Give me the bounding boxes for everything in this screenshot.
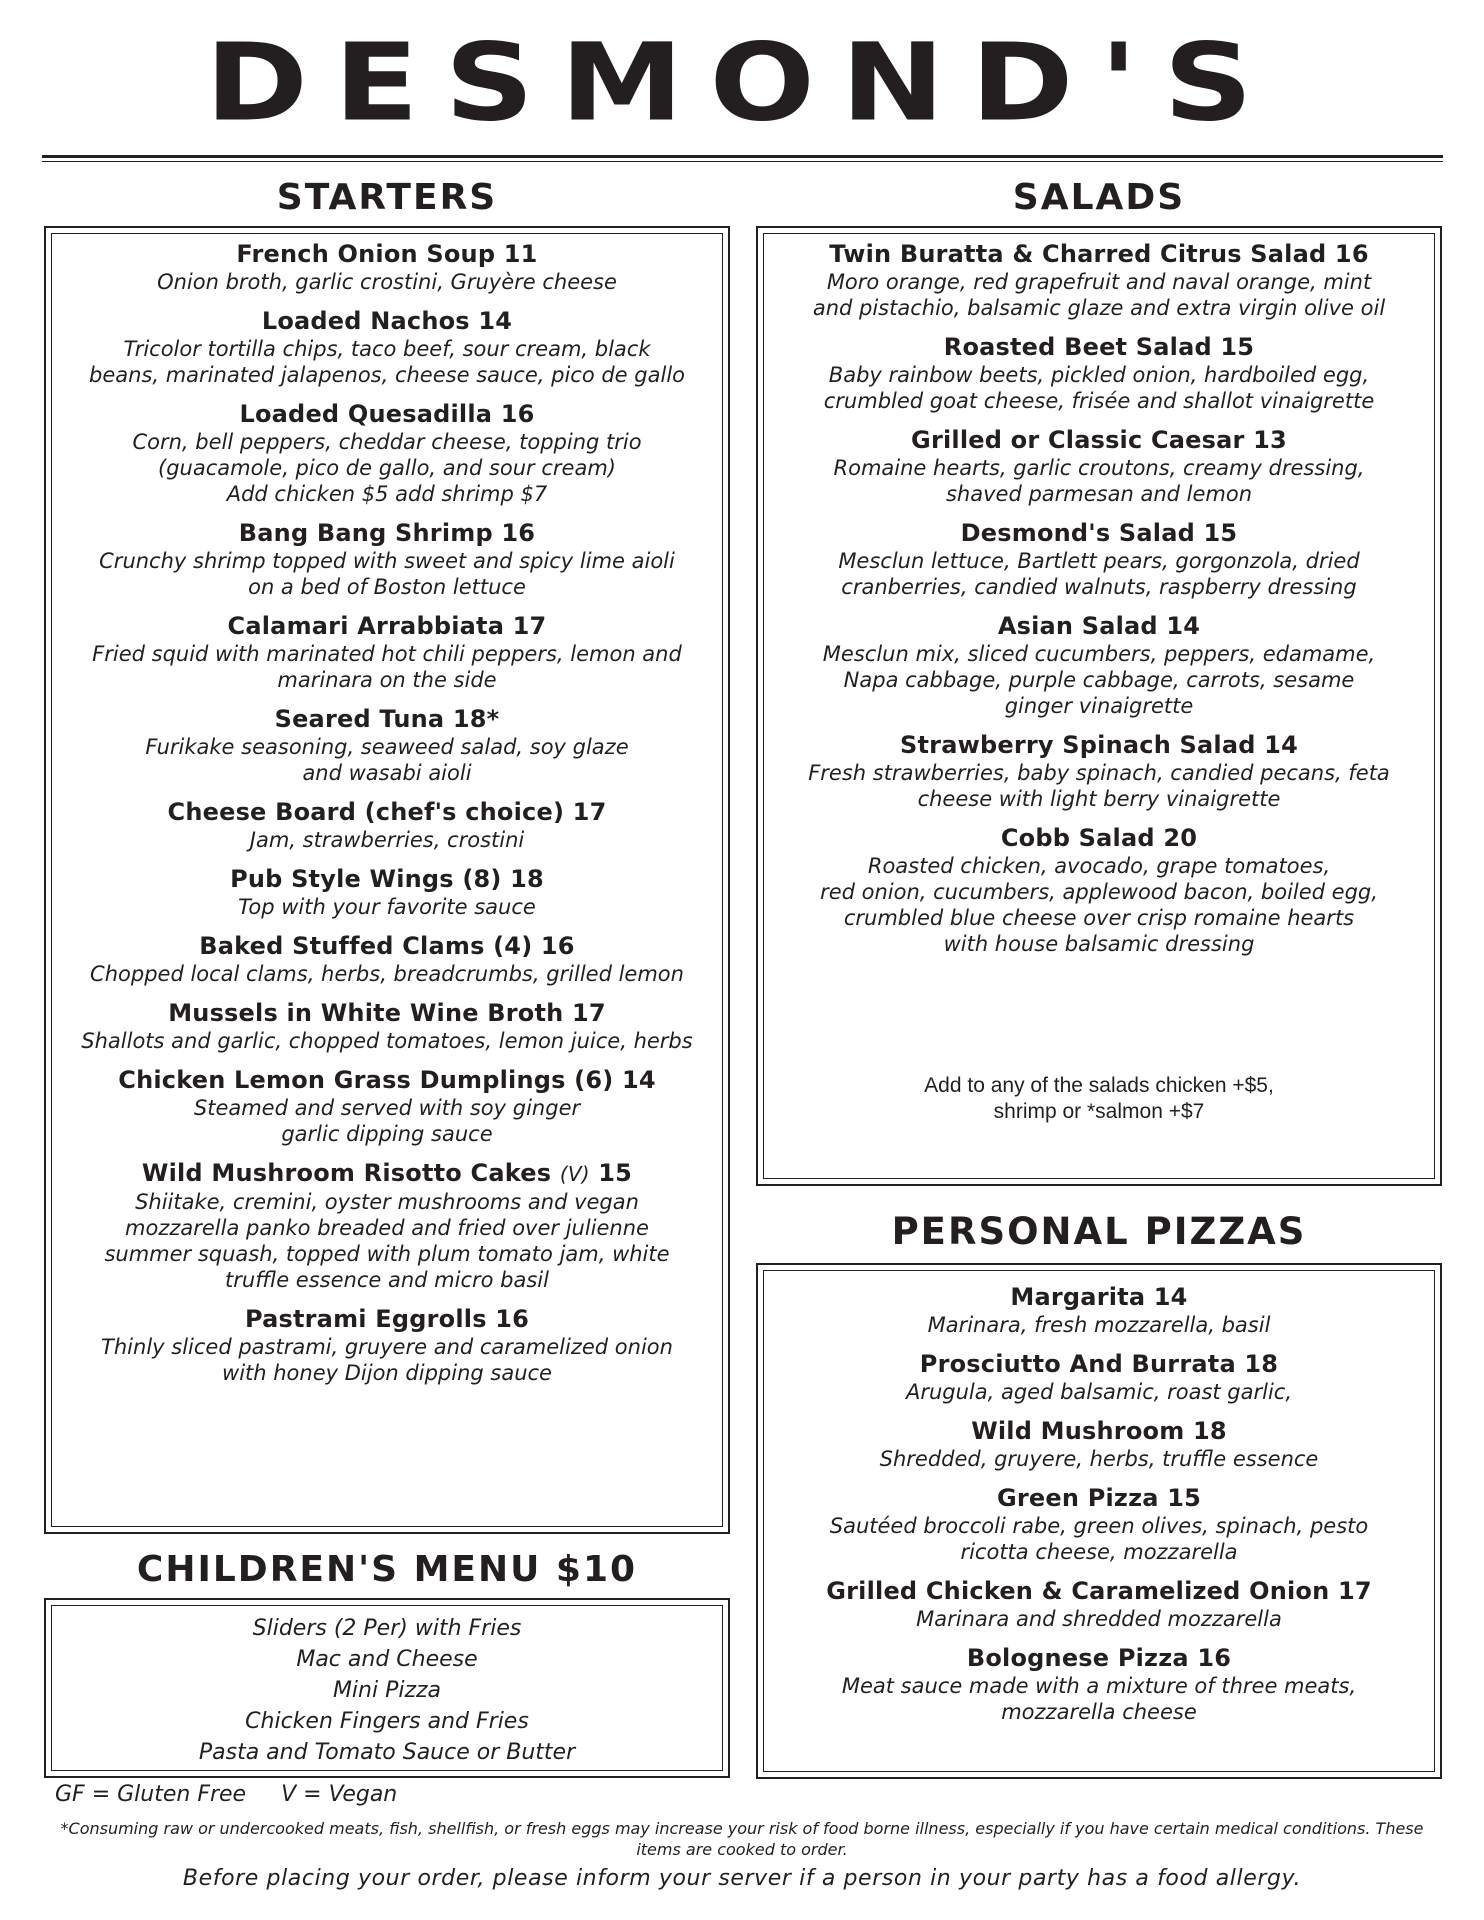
- pizza-item: [766, 1283, 1432, 1338]
- salad-item-description: Mesclun mix, sliced cucumbers, peppers, edamame, Napa cabbage, purple cabbage, carrots, sesame ginger vinaigrette: [822, 642, 1376, 718]
- starter-item-description: Steamed and served with soy ginger garlic dipping sauce: [193, 1096, 581, 1146]
- starter-item: [56, 705, 718, 786]
- legend-gluten-free: GF = Gluten Free: [55, 1782, 247, 1807]
- pizza-item-description: Marinara and shredded mozzarella: [916, 1607, 1282, 1631]
- starter-item-name: [56, 1159, 718, 1189]
- starter-item-name: Pastrami Eggrolls 16: [244, 1305, 530, 1333]
- salads-list: [766, 240, 1432, 969]
- starter-item-description: Thinly sliced pastrami, gruyere and caramelized onion with honey Dijon dipping sauce: [101, 1335, 673, 1385]
- salad-item-description: Romaine hearts, garlic croutons, creamy dressing, shaved parmesan and lemon: [833, 456, 1365, 506]
- starter-item: [56, 612, 718, 693]
- starter-item: [56, 1159, 718, 1293]
- legend-vegan: V = Vegan: [281, 1782, 398, 1807]
- children-list: [56, 1613, 718, 1768]
- starter-item-description: Shallots and garlic, chopped tomatoes, lemon juice, herbs: [81, 1029, 693, 1053]
- starter-item-description: Onion broth, garlic crostini, Gruyère cheese: [157, 270, 617, 294]
- children-item: Pasta and Tomato Sauce or Butter: [198, 1740, 576, 1765]
- starter-item-description: Top with your favorite sauce: [238, 895, 536, 919]
- starter-item-name: Pub Style Wings (8) 18: [230, 865, 544, 893]
- children-item: Chicken Fingers and Fries: [245, 1709, 529, 1734]
- starter-item: [56, 240, 718, 295]
- salad-item: [766, 333, 1432, 414]
- salad-item: [766, 612, 1432, 719]
- pizza-item: [766, 1644, 1432, 1725]
- pizza-item-name: Green Pizza 15: [996, 1484, 1202, 1512]
- salad-item: [766, 731, 1432, 812]
- pizza-item-name: Grilled Chicken & Caramelized Onion 17: [826, 1577, 1372, 1605]
- salad-item: [766, 824, 1432, 957]
- restaurant-name: DESMOND'S: [205, 21, 1279, 146]
- starter-item-description: Shiitake, cremini, oyster mushrooms and vegan mozzarella panko breaded and fried over julienne summer squash, topped with plum tomato jam, white truffle essence and micro basil: [104, 1190, 670, 1292]
- starter-item-name: French Onion Soup 11: [236, 240, 538, 268]
- pizza-item-description: Arugula, aged balsamic, roast garlic,: [905, 1380, 1293, 1404]
- diet-legend: [55, 1782, 397, 1807]
- starter-item-name: Cheese Board (chef's choice) 17: [167, 798, 607, 826]
- salad-item-description: Baby rainbow beets, pickled onion, hardboiled egg, crumbled goat cheese, frisée and shallot vinaigrette: [823, 363, 1375, 413]
- starter-item: [56, 1305, 718, 1386]
- salad-item-name: Desmond's Salad 15: [960, 519, 1238, 547]
- salads-title: SALADS: [1012, 177, 1186, 218]
- starter-item-name: Bang Bang Shrimp 16: [238, 519, 536, 547]
- starter-item-name: Loaded Quesadilla 16: [239, 400, 535, 428]
- header-rule: [42, 155, 1443, 158]
- starter-item-price: 15: [598, 1159, 633, 1187]
- pizza-item: [766, 1484, 1432, 1565]
- pizzas-list: [766, 1283, 1432, 1737]
- salad-item-name: Strawberry Spinach Salad 14: [900, 731, 1298, 759]
- starters-list: [56, 240, 718, 1398]
- pizza-item-description: Sautéed broccoli rabe, green olives, spinach, pesto ricotta cheese, mozzarella: [829, 1514, 1369, 1564]
- pizza-item: [766, 1417, 1432, 1472]
- starter-item-name: Loaded Nachos 14: [261, 307, 513, 335]
- children-item: Mac and Cheese: [296, 1647, 478, 1672]
- pizza-item-description: Meat sauce made with a mixture of three meats, mozzarella cheese: [841, 1674, 1357, 1724]
- salad-addon-note: Add to any of the salads chicken +$5, shrimp or *salmon +$7: [924, 1074, 1274, 1123]
- starter-item: [56, 798, 718, 853]
- starter-item-title: Wild Mushroom Risotto Cakes: [141, 1159, 552, 1187]
- pizza-item-name: Prosciutto And Burrata 18: [919, 1350, 1279, 1378]
- salad-item: [766, 426, 1432, 507]
- salad-item-description: Roasted chicken, avocado, grape tomatoes, red onion, cucumbers, applewood bacon, boiled egg, crumbled blue cheese over crisp romaine hearts with house balsamic dressing: [820, 854, 1378, 956]
- starter-item: [56, 307, 718, 388]
- salad-item-description: Mesclun lettuce, Bartlett pears, gorgonzola, dried cranberries, candied walnuts, raspberry dressing: [838, 549, 1360, 599]
- pizzas-title: PERSONAL PIZZAS: [891, 1210, 1307, 1253]
- pizza-item-name: Wild Mushroom 18: [971, 1417, 1227, 1445]
- starter-item: [56, 932, 718, 987]
- starter-item-description: Crunchy shrimp topped with sweet and spicy lime aioli on a bed of Boston lettuce: [99, 549, 675, 599]
- salad-item: [766, 519, 1432, 600]
- salad-item-description: Fresh strawberries, baby spinach, candied pecans, feta cheese with light berry vinaigrette: [808, 761, 1390, 811]
- children-item: Mini Pizza: [332, 1678, 442, 1703]
- starters-title: STARTERS: [276, 177, 498, 218]
- starter-item-name: Mussels in White Wine Broth 17: [168, 999, 606, 1027]
- starter-item-description: Chopped local clams, herbs, breadcrumbs, grilled lemon: [90, 962, 684, 986]
- starter-item-name: Seared Tuna 18*: [274, 705, 500, 733]
- starter-item-description: Furikake seasoning, seaweed salad, soy glaze and wasabi aioli: [145, 735, 629, 785]
- vegan-tag: (V): [559, 1162, 590, 1186]
- starter-item-description: Jam, strawberries, crostini: [249, 828, 525, 852]
- pizza-item: [766, 1350, 1432, 1405]
- salad-item: [766, 240, 1432, 321]
- salad-item-name: Twin Buratta & Charred Citrus Salad 16: [829, 240, 1369, 268]
- starter-item-name: Baked Stuffed Clams (4) 16: [199, 932, 575, 960]
- starter-item-name: Calamari Arrabbiata 17: [227, 612, 547, 640]
- starter-item-description: Corn, bell peppers, cheddar cheese, topping trio (guacamole, pico de gallo, and sour cream) Add chicken $5 add shrimp $7: [132, 430, 642, 506]
- starter-item-name: Chicken Lemon Grass Dumplings (6) 14: [118, 1066, 656, 1094]
- pizza-item-description: Marinara, fresh mozzarella, basil: [927, 1313, 1271, 1337]
- salad-item-name: Cobb Salad 20: [1000, 824, 1198, 852]
- starter-item-description: Tricolor tortilla chips, taco beef, sour cream, black beans, marinated jalapenos, cheese sauce, pico de gallo: [89, 337, 685, 387]
- pizza-item-description: Shredded, gruyere, herbs, truffle essence: [879, 1447, 1319, 1471]
- pizza-item: [766, 1577, 1432, 1632]
- starter-item: [56, 999, 718, 1054]
- starter-item-description: Fried squid with marinated hot chili peppers, lemon and marinara on the side: [92, 642, 682, 692]
- salad-item-name: Grilled or Classic Caesar 13: [911, 426, 1287, 454]
- salad-item-description: Moro orange, red grapefruit and naval orange, mint and pistachio, balsamic glaze and extra virgin olive oil: [812, 270, 1386, 320]
- header-rule-thin: [42, 161, 1443, 162]
- starter-item: [56, 865, 718, 920]
- starter-item: [56, 519, 718, 600]
- children-title: CHILDREN'S MENU $10: [136, 1549, 638, 1590]
- allergy-note: Before placing your order, please inform your server if a person in your party has a food allergy.: [182, 1866, 1302, 1891]
- salad-item-name: Roasted Beet Salad 15: [943, 333, 1255, 361]
- pizza-item-name: Bolognese Pizza 16: [966, 1644, 1232, 1672]
- starter-item: [56, 400, 718, 507]
- pizza-item-name: Margarita 14: [1010, 1283, 1188, 1311]
- salad-item-name: Asian Salad 14: [997, 612, 1201, 640]
- food-safety-disclaimer: *Consuming raw or undercooked meats, fish, shellfish, or fresh eggs may increase your risk of food borne illness, especially if you have certain medical conditions. These items are cooked to order.: [60, 1819, 1424, 1859]
- children-item: Sliders (2 Per) with Fries: [252, 1616, 522, 1641]
- starter-item: [56, 1066, 718, 1147]
